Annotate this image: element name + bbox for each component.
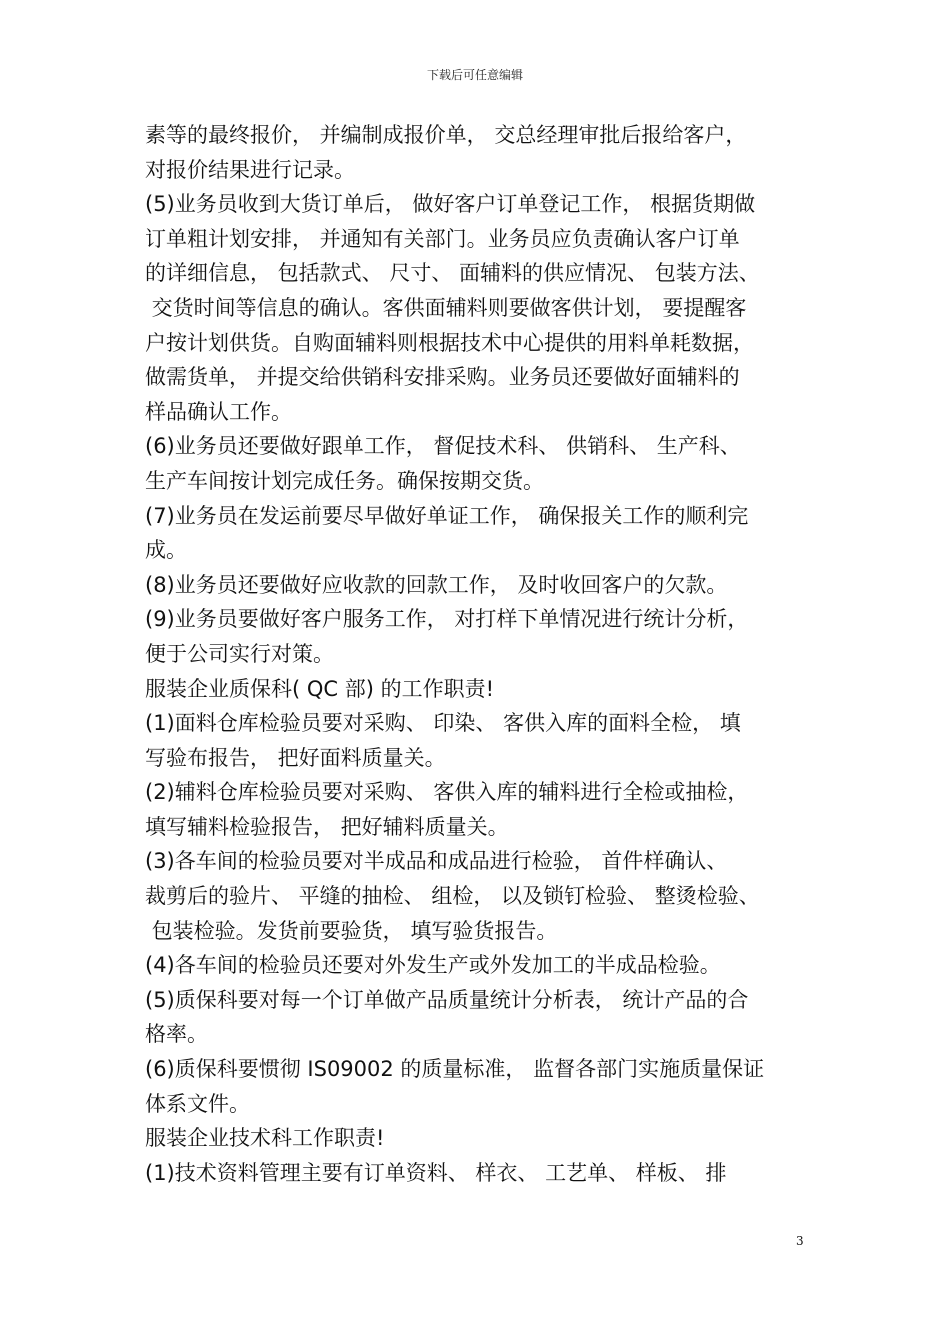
text-line: 格率。	[145, 1022, 208, 1047]
text-line: 包装检验。发货前要验货， 填写验货报告。	[145, 918, 558, 943]
page-header: 下载后可任意编辑	[426, 68, 523, 82]
text-line: 户按计划供货。自购面辅料则根据技术中心提供的用料单耗数据，	[145, 330, 754, 355]
text-line: (4)各车间的检验员还要对外发生产或外发加工的半成品检验。	[145, 953, 721, 978]
document-body	[145, 118, 825, 1190]
text-line: 写验布报告， 把好面料质量关。	[145, 745, 446, 770]
text-line: (9)业务员要做好客户服务工作， 对打样下单情况进行统计分析，	[145, 607, 749, 632]
text-line: (5)业务员收到大货订单后， 做好客户订单登记工作， 根据货期做	[145, 192, 756, 217]
text-line: 填写辅料检验报告， 把好辅料质量关。	[145, 814, 509, 839]
page-number: 3	[796, 1234, 804, 1248]
text-line: 订单粗计划安排， 并通知有关部门。业务员应负责确认客户订单	[145, 226, 740, 251]
text-line: 样品确认工作。	[145, 399, 292, 424]
text-line: (8)业务员还要做好应收款的回款工作， 及时收回客户的欠款。	[145, 572, 728, 597]
text-line: (1)技术资料管理主要有订单资料、 样衣、 工艺单、 样板、 排	[145, 1160, 727, 1185]
text-line: 便于公司实行对策。	[145, 641, 334, 666]
text-line: 裁剪后的验片、 平缝的抽检、 组检， 以及锁钉检验、 整烫检验、	[145, 884, 760, 909]
text-line: 交货时间等信息的确认。客供面辅料则要做客供计划， 要提醒客	[145, 295, 747, 320]
text-line: (3)各车间的检验员要对半成品和成品进行检验， 首件样确认、	[145, 849, 728, 874]
section-heading: 服装企业技术科工作职责!	[145, 1126, 385, 1151]
text-line: (5)质保科要对每一个订单做产品质量统计分析表， 统计产品的合	[145, 987, 749, 1012]
text-line: (2)辅料仓库检验员要对采购、 客供入库的辅料进行全检或抽检，	[145, 780, 749, 805]
section-heading: 服装企业质保科( QC 部) 的工作职责!	[145, 676, 495, 701]
text-line: (7)业务员在发运前要尽早做好单证工作， 确保报关工作的顺利完	[145, 503, 749, 528]
text-line: (1)面料仓库检验员要对采购、 印染、 客供入库的面料全检， 填	[145, 711, 741, 736]
text-line: (6)业务员还要做好跟单工作， 督促技术科、 供销科、 生产科、	[145, 434, 741, 459]
text-line: 成。	[145, 538, 187, 563]
text-line: 做需货单， 并提交给供销科安排采购。业务员还要做好面辅料的	[145, 365, 740, 390]
text-line: (6)质保科要惯彻 IS09002 的质量标准， 监督各部门实施质量保证	[145, 1057, 765, 1082]
text-line: 对报价结果进行记录。	[145, 157, 355, 182]
text-line: 的详细信息， 包括款式、 尺寸、 面辅料的供应情况、 包装方法、	[145, 261, 760, 286]
text-line: 体系文件。	[145, 1091, 250, 1116]
text-line: 素等的最终报价， 并编制成报价单， 交总经理审批后报给客户，	[145, 123, 747, 147]
text-line: 生产车间按计划完成任务。确保按期交货。	[145, 468, 544, 493]
